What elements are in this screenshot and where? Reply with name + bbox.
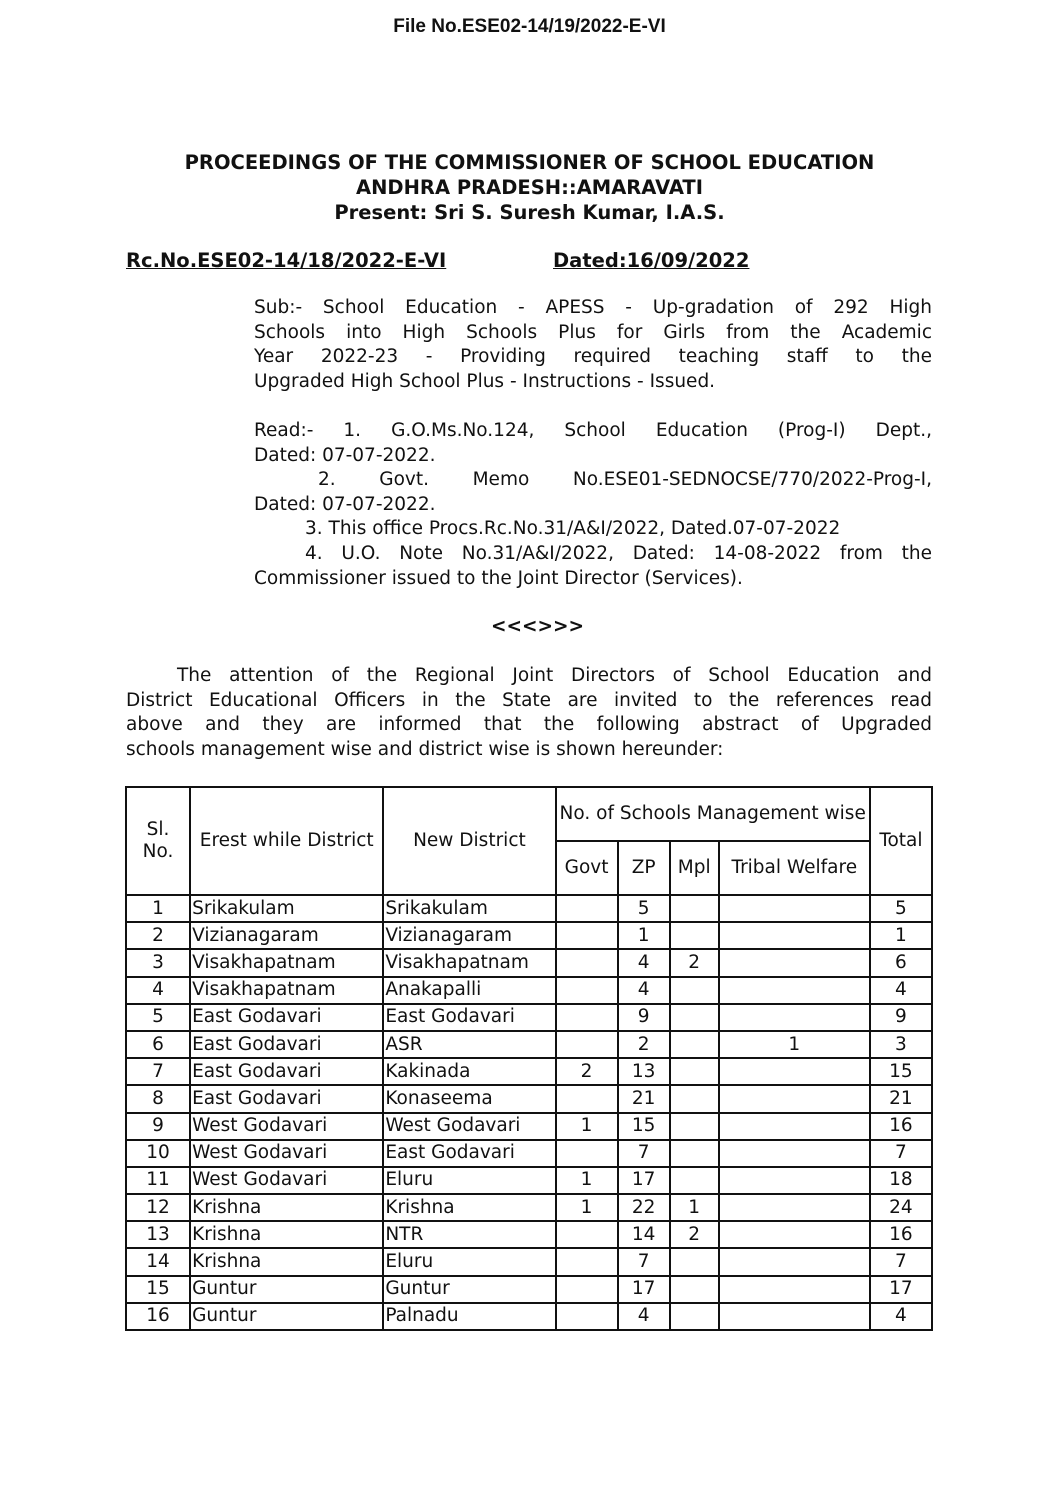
cell-mpl bbox=[670, 1004, 719, 1031]
cell-zp: 4 bbox=[618, 949, 670, 976]
cell-zp: 17 bbox=[618, 1167, 670, 1194]
cell-erest: Vizianagaram bbox=[190, 922, 383, 949]
cell-sl: 12 bbox=[126, 1194, 190, 1221]
cell-total: 4 bbox=[870, 1303, 932, 1330]
subject-block bbox=[254, 296, 932, 394]
header-total: Total bbox=[870, 787, 932, 895]
cell-govt: 1 bbox=[556, 1113, 618, 1140]
cell-zp: 1 bbox=[618, 922, 670, 949]
table-row bbox=[126, 1058, 932, 1085]
cell-new: West Godavari bbox=[383, 1113, 555, 1140]
dated: Dated:16/09/2022 bbox=[553, 249, 750, 272]
table-row bbox=[126, 1085, 932, 1112]
cell-zp: 21 bbox=[618, 1085, 670, 1112]
cell-tribal bbox=[719, 949, 870, 976]
cell-tribal bbox=[719, 1248, 870, 1275]
cell-govt bbox=[556, 895, 618, 922]
cell-new: Konaseema bbox=[383, 1085, 555, 1112]
heading-line-1: PROCEEDINGS OF THE COMMISSIONER OF SCHOOL EDUCATION bbox=[184, 151, 875, 174]
cell-new: Visakhapatnam bbox=[383, 949, 555, 976]
cell-govt bbox=[556, 1031, 618, 1058]
cell-new: Srikakulam bbox=[383, 895, 555, 922]
cell-sl: 3 bbox=[126, 949, 190, 976]
cell-tribal bbox=[719, 1194, 870, 1221]
cell-sl: 13 bbox=[126, 1221, 190, 1248]
table-row bbox=[126, 1303, 932, 1330]
file-number: File No.ESE02-14/19/2022-E-VI bbox=[393, 16, 666, 37]
cell-mpl bbox=[670, 1140, 719, 1167]
cell-total: 9 bbox=[870, 1004, 932, 1031]
cell-total: 24 bbox=[870, 1194, 932, 1221]
cell-sl: 1 bbox=[126, 895, 190, 922]
cell-sl: 15 bbox=[126, 1276, 190, 1303]
subject-line: Upgraded High School Plus - Instructions - Issued. bbox=[254, 370, 716, 392]
cell-erest: Srikakulam bbox=[190, 895, 383, 922]
cell-total: 4 bbox=[870, 977, 932, 1004]
cell-new: Vizianagaram bbox=[383, 922, 555, 949]
header-mpl: Mpl bbox=[670, 841, 719, 895]
header-management-wise: No. of Schools Management wise bbox=[556, 787, 870, 841]
cell-new: Krishna bbox=[383, 1194, 555, 1221]
cell-mpl bbox=[670, 1113, 719, 1140]
cell-tribal bbox=[719, 1140, 870, 1167]
cell-mpl bbox=[670, 1248, 719, 1275]
cell-tribal: 1 bbox=[719, 1031, 870, 1058]
cell-zp: 9 bbox=[618, 1004, 670, 1031]
cell-sl: 4 bbox=[126, 977, 190, 1004]
cell-zp: 7 bbox=[618, 1140, 670, 1167]
cell-tribal bbox=[719, 1167, 870, 1194]
table-row bbox=[126, 1004, 932, 1031]
cell-tribal bbox=[719, 1276, 870, 1303]
cell-total: 1 bbox=[870, 922, 932, 949]
cell-tribal bbox=[719, 1221, 870, 1248]
cell-erest: Visakhapatnam bbox=[190, 949, 383, 976]
cell-mpl bbox=[670, 1167, 719, 1194]
header-tribal-welfare: Tribal Welfare bbox=[719, 841, 870, 895]
cell-sl: 6 bbox=[126, 1031, 190, 1058]
cell-total: 3 bbox=[870, 1031, 932, 1058]
cell-sl: 16 bbox=[126, 1303, 190, 1330]
cell-mpl: 1 bbox=[670, 1194, 719, 1221]
rc-number: Rc.No.ESE02-14/18/2022-E-VI bbox=[126, 249, 447, 272]
cell-sl: 11 bbox=[126, 1167, 190, 1194]
cell-zp: 22 bbox=[618, 1194, 670, 1221]
cell-total: 7 bbox=[870, 1248, 932, 1275]
cell-sl: 10 bbox=[126, 1140, 190, 1167]
reference-line: 4. U.O. Note No.31/A&I/2022, Dated: 14-08-2022 from the bbox=[305, 542, 932, 564]
cell-govt bbox=[556, 1140, 618, 1167]
cell-new: Eluru bbox=[383, 1167, 555, 1194]
cell-mpl bbox=[670, 1303, 719, 1330]
table-row bbox=[126, 895, 932, 922]
table-row bbox=[126, 1221, 932, 1248]
cell-new: Eluru bbox=[383, 1248, 555, 1275]
cell-total: 21 bbox=[870, 1085, 932, 1112]
body-line: schools management wise and district wise is shown hereunder: bbox=[126, 738, 724, 760]
cell-mpl bbox=[670, 1276, 719, 1303]
table-row bbox=[126, 1276, 932, 1303]
header-new-district: New District bbox=[383, 787, 555, 895]
cell-mpl bbox=[670, 1058, 719, 1085]
cell-new: Guntur bbox=[383, 1276, 555, 1303]
cell-new: ASR bbox=[383, 1031, 555, 1058]
cell-zp: 17 bbox=[618, 1276, 670, 1303]
cell-erest: Krishna bbox=[190, 1248, 383, 1275]
cell-govt bbox=[556, 977, 618, 1004]
cell-zp: 5 bbox=[618, 895, 670, 922]
reference-line: 3. This office Procs.Rc.No.31/A&I/2022, Dated.07-07-2022 bbox=[305, 518, 841, 540]
table-row bbox=[126, 922, 932, 949]
cell-erest: West Godavari bbox=[190, 1167, 383, 1194]
cell-govt bbox=[556, 1248, 618, 1275]
cell-total: 16 bbox=[870, 1113, 932, 1140]
cell-erest: East Godavari bbox=[190, 1004, 383, 1031]
cell-erest: Guntur bbox=[190, 1303, 383, 1330]
cell-new: East Godavari bbox=[383, 1004, 555, 1031]
table-row bbox=[126, 1140, 932, 1167]
cell-erest: Krishna bbox=[190, 1221, 383, 1248]
table-row bbox=[126, 949, 932, 976]
cell-erest: East Godavari bbox=[190, 1031, 383, 1058]
cell-erest: West Godavari bbox=[190, 1113, 383, 1140]
table-row bbox=[126, 1248, 932, 1275]
cell-mpl bbox=[670, 922, 719, 949]
cell-zp: 4 bbox=[618, 1303, 670, 1330]
cell-total: 18 bbox=[870, 1167, 932, 1194]
cell-new: Kakinada bbox=[383, 1058, 555, 1085]
cell-erest: East Godavari bbox=[190, 1058, 383, 1085]
subject-line: Schools into High Schools Plus for Girls from the Academic bbox=[254, 321, 932, 343]
cell-govt bbox=[556, 1276, 618, 1303]
table-row bbox=[126, 977, 932, 1004]
cell-govt bbox=[556, 1004, 618, 1031]
cell-erest: Guntur bbox=[190, 1276, 383, 1303]
cell-new: Palnadu bbox=[383, 1303, 555, 1330]
cell-total: 6 bbox=[870, 949, 932, 976]
reference-line: Read:- 1. G.O.Ms.No.124, School Education (Prog-I) Dept., bbox=[254, 420, 932, 441]
cell-new: East Godavari bbox=[383, 1140, 555, 1167]
cell-erest: Krishna bbox=[190, 1194, 383, 1221]
cell-sl: 7 bbox=[126, 1058, 190, 1085]
cell-sl: 14 bbox=[126, 1248, 190, 1275]
cell-total: 15 bbox=[870, 1058, 932, 1085]
cell-zp: 14 bbox=[618, 1221, 670, 1248]
cell-govt bbox=[556, 949, 618, 976]
cell-tribal bbox=[719, 977, 870, 1004]
cell-govt: 1 bbox=[556, 1194, 618, 1221]
table-row bbox=[126, 1194, 932, 1221]
cell-zp: 2 bbox=[618, 1031, 670, 1058]
cell-zp: 15 bbox=[618, 1113, 670, 1140]
body-line: District Educational Officers in the State are invited to the references read bbox=[126, 689, 932, 711]
cell-govt: 2 bbox=[556, 1058, 618, 1085]
header-sl-no: Sl. No. bbox=[126, 787, 190, 895]
cell-mpl: 2 bbox=[670, 1221, 719, 1248]
cell-govt bbox=[556, 1085, 618, 1112]
reference-line: Dated: 07-07-2022. bbox=[254, 493, 436, 515]
body-paragraph bbox=[126, 664, 932, 762]
header-erest-district: Erest while District bbox=[190, 787, 383, 895]
abstract-table bbox=[125, 786, 933, 1331]
body-line: above and they are informed that the following abstract of Upgraded bbox=[126, 714, 932, 736]
heading-line-3: Present: Sri S. Suresh Kumar, I.A.S. bbox=[334, 201, 725, 224]
table-row bbox=[126, 1167, 932, 1194]
cell-govt bbox=[556, 1303, 618, 1330]
header-govt: Govt bbox=[556, 841, 618, 895]
cell-govt: 1 bbox=[556, 1167, 618, 1194]
reference-line: Commissioner issued to the Joint Director (Services). bbox=[254, 567, 743, 589]
heading-line-2: ANDHRA PRADESH::AMARAVATI bbox=[356, 176, 703, 199]
cell-zp: 13 bbox=[618, 1058, 670, 1085]
cell-tribal bbox=[719, 1303, 870, 1330]
table-row bbox=[126, 1113, 932, 1140]
cell-total: 5 bbox=[870, 895, 932, 922]
header-zp: ZP bbox=[618, 841, 670, 895]
reference-line: Dated: 07-07-2022. bbox=[254, 444, 436, 466]
reference-line: 2. Govt. Memo No.ESE01-SEDNOCSE/770/2022-Prog-I, bbox=[318, 469, 932, 491]
body-line: The attention of the Regional Joint Directors of School Education and bbox=[177, 665, 932, 686]
cell-zp: 4 bbox=[618, 977, 670, 1004]
cell-tribal bbox=[719, 1004, 870, 1031]
cell-sl: 2 bbox=[126, 922, 190, 949]
cell-sl: 9 bbox=[126, 1113, 190, 1140]
cell-mpl bbox=[670, 1085, 719, 1112]
cell-erest: Visakhapatnam bbox=[190, 977, 383, 1004]
cell-tribal bbox=[719, 1085, 870, 1112]
cell-tribal bbox=[719, 922, 870, 949]
references-block bbox=[254, 419, 932, 591]
cell-mpl bbox=[670, 977, 719, 1004]
cell-erest: East Godavari bbox=[190, 1085, 383, 1112]
cell-sl: 5 bbox=[126, 1004, 190, 1031]
cell-tribal bbox=[719, 1113, 870, 1140]
separator: <<<>>> bbox=[490, 616, 584, 637]
cell-tribal bbox=[719, 1058, 870, 1085]
cell-mpl bbox=[670, 1031, 719, 1058]
cell-new: NTR bbox=[383, 1221, 555, 1248]
cell-zp: 7 bbox=[618, 1248, 670, 1275]
cell-new: Anakapalli bbox=[383, 977, 555, 1004]
proceedings-heading bbox=[0, 150, 1059, 225]
subject-line: Sub:- School Education - APESS - Up-gradation of 292 High bbox=[254, 297, 932, 318]
cell-total: 7 bbox=[870, 1140, 932, 1167]
table-row bbox=[126, 1031, 932, 1058]
cell-total: 17 bbox=[870, 1276, 932, 1303]
cell-mpl bbox=[670, 895, 719, 922]
cell-govt bbox=[556, 922, 618, 949]
cell-govt bbox=[556, 1221, 618, 1248]
subject-line: Year 2022-23 - Providing required teaching staff to the bbox=[254, 346, 932, 368]
cell-total: 16 bbox=[870, 1221, 932, 1248]
cell-tribal bbox=[719, 895, 870, 922]
cell-sl: 8 bbox=[126, 1085, 190, 1112]
cell-mpl: 2 bbox=[670, 949, 719, 976]
cell-erest: West Godavari bbox=[190, 1140, 383, 1167]
